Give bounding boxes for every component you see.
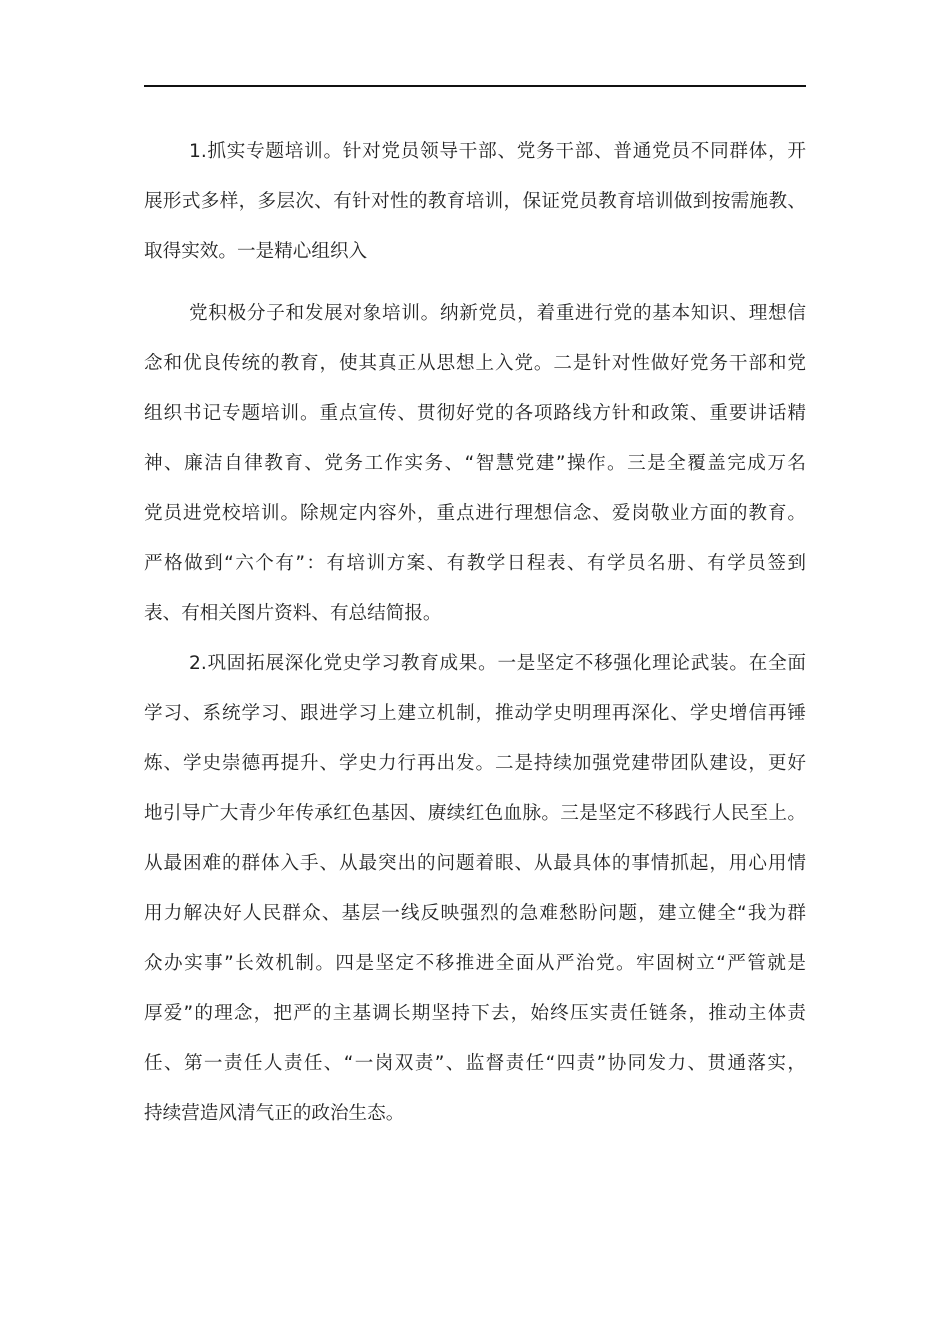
paragraph-1 [144, 127, 806, 277]
text-line: 厚爱”的理念，把严的主基调长期坚持下去，始终压实责任链条，推动主体责 [144, 1003, 806, 1024]
text-line: 2.巩固拓展深化党史学习教育成果。一是坚定不移强化理论武装。在全面 [189, 653, 806, 674]
text-line: 任、第一责任人责任、“一岗双责”、监督责任“四责”协同发力、贯通落实， [144, 1053, 806, 1074]
text-line: 从最困难的群体入手、从最突出的问题着眼、从最具体的事情抓起，用心用情 [144, 853, 806, 874]
text-line: 展形式多样，多层次、有针对性的教育培训，保证党员教育培训做到按需施教、 [144, 191, 806, 212]
document-body [144, 127, 806, 1139]
text-line: 众办实事”长效机制。四是坚定不移推进全面从严治党。牢固树立“严管就是 [144, 953, 806, 974]
text-line: 组织书记专题培训。重点宣传、贯彻好党的各项路线方针和政策、重要讲话精 [144, 403, 806, 424]
text-line: 表、有相关图片资料、有总结简报。 [144, 603, 442, 624]
paragraph-2 [144, 289, 806, 639]
text-line: 炼、学史崇德再提升、学史力行再出发。二是持续加强党建带团队建设，更好 [144, 753, 806, 774]
text-line: 学习、系统学习、跟进学习上建立机制，推动学史明理再深化、学史增信再锤 [144, 703, 806, 724]
text-line: 严格做到“六个有”：有培训方案、有教学日程表、有学员名册、有学员签到 [144, 553, 806, 574]
text-line: 念和优良传统的教育，使其真正从思想上入党。二是针对性做好党务干部和党 [144, 353, 806, 374]
text-line: 1.抓实专题培训。针对党员领导干部、党务干部、普通党员不同群体，开 [189, 141, 806, 162]
text-line: 用力解决好人民群众、基层一线反映强烈的急难愁盼问题，建立健全“我为群 [144, 903, 806, 924]
text-line: 神、廉洁自律教育、党务工作实务、“智慧党建”操作。三是全覆盖完成万名 [144, 453, 806, 474]
text-line: 党积极分子和发展对象培训。纳新党员，着重进行党的基本知识、理想信 [189, 303, 806, 324]
text-line: 党员进党校培训。除规定内容外，重点进行理想信念、爱岗敬业方面的教育。 [144, 503, 806, 524]
header-rule [144, 85, 806, 87]
text-line: 地引导广大青少年传承红色基因、赓续红色血脉。三是坚定不移践行人民至上。 [144, 803, 806, 824]
paragraph-3 [144, 639, 806, 1139]
text-line: 持续营造风清气正的政治生态。 [144, 1103, 405, 1124]
text-line: 取得实效。一是精心组织入 [144, 241, 368, 262]
